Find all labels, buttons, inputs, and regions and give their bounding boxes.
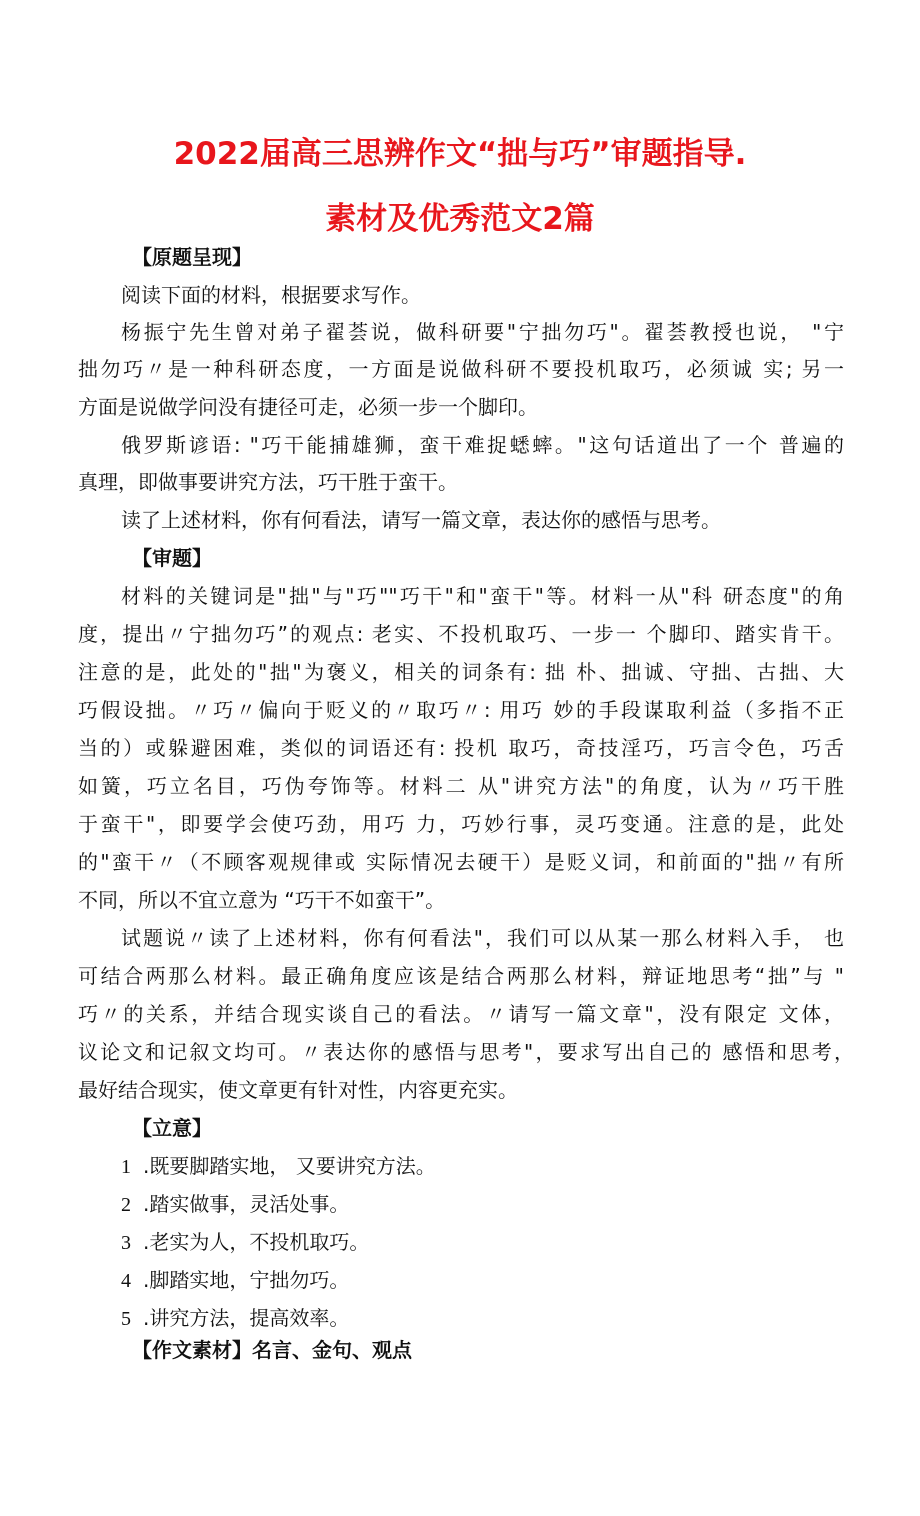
paragraph-line: 当的）或躲避困难，类似的词语还有: 投机 取巧，奇技淫巧，巧言令色，巧舌: [78, 736, 844, 760]
section-heading-materials: 【作文素材】名言、金句、观点: [132, 1338, 412, 1362]
section-heading-original: 【原题呈现】: [132, 245, 252, 269]
paragraph-line: 可结合两那么材料。最正确角度应该是结合两那么材料，辩证地思考“拙”与 ": [78, 964, 844, 988]
section-heading-analysis: 【审题】: [132, 546, 212, 570]
list-item: [121, 1188, 349, 1217]
paragraph-line: 阅读下面的材料，根据要求写作。: [121, 283, 421, 307]
paragraph-line: 试题说〃读了上述材料，你有何看法"，我们可以从某一那么材料入手， 也: [121, 926, 844, 950]
document-title-line-2: 素材及优秀范文2篇: [325, 201, 595, 237]
list-item-number: 3: [121, 1232, 131, 1254]
list-item: [121, 1264, 349, 1293]
paragraph-line: 不同，所以不宜立意为 “巧干不如蛮干”。: [78, 888, 446, 912]
list-item-text: .老实为人，不投机取巧。: [143, 1230, 370, 1254]
paragraph-line: 的"蛮干〃（不顾客观规律或 实际情况去硬干）是贬义词，和前面的"拙〃有所: [78, 850, 844, 874]
paragraph-line: 俄罗斯谚语: "巧干能捕雄狮，蛮干难捉蟋蟀。"这句话道出了一个 普遍的: [121, 433, 844, 457]
paragraph-line: 杨振宁先生曾对弟子翟荟说，做科研要"宁拙勿巧"。翟荟教授也说， "宁: [121, 320, 844, 344]
paragraph-line: 巧假设拙。〃巧〃偏向于贬义的〃取巧〃: 用巧 妙的手段谋取利益（多指不正: [78, 698, 844, 722]
list-item: [121, 1226, 369, 1255]
paragraph-line: 读了上述材料，你有何看法，请写一篇文章，表达你的感悟与思考。: [121, 508, 721, 532]
section-heading-theme: 【立意】: [132, 1116, 212, 1140]
paragraph-line: 材料的关键词是"拙"与"巧""巧干"和"蛮干"等。材料一从"科 研态度"的角: [121, 584, 844, 608]
list-item-text: .既要脚踏实地， 又要讲究方法。: [143, 1154, 436, 1178]
paragraph-line: 真理，即做事要讲究方法，巧干胜于蛮干。: [78, 470, 458, 494]
list-item-text: .脚踏实地，宁拙勿巧。: [143, 1268, 350, 1292]
list-item: [121, 1150, 436, 1179]
paragraph-line: 如簧，巧立名目，巧伪夸饰等。材料二 从"讲究方法"的角度，认为〃巧干胜: [78, 774, 844, 798]
list-item-number: 4: [121, 1270, 131, 1292]
paragraph-line: 于蛮干"，即要学会使巧劲，用巧 力，巧妙行事，灵巧变通。注意的是，此处: [78, 812, 844, 836]
paragraph-line: 注意的是，此处的"拙"为褒义，相关的词条有: 拙 朴、拙诚、守拙、古拙、大: [78, 660, 844, 684]
paragraph-line: 议论文和记叙文均可。〃表达你的感悟与思考"，要求写出自己的 感悟和思考，: [78, 1040, 854, 1064]
paragraph-line: 度，提出〃宁拙勿巧”的观点: 老实、不投机取巧、一步一 个脚印、踏实肯干。: [78, 622, 844, 646]
list-item-text: .踏实做事，灵活处事。: [143, 1192, 350, 1216]
paragraph-line: 最好结合现实，使文章更有针对性，内容更充实。: [78, 1078, 518, 1102]
list-item-text: .讲究方法，提高效率。: [143, 1306, 350, 1330]
list-item-number: 1: [121, 1156, 131, 1178]
paragraph-line: 巧〃的关系，并结合现实谈自己的看法。〃请写一篇文章"，没有限定 文体，: [78, 1002, 844, 1026]
list-item-number: 2: [121, 1194, 131, 1216]
document-title-line-1: 2022届高三思辨作文“拙与巧”审题指导.: [173, 136, 747, 172]
list-item: [121, 1302, 349, 1331]
paragraph-line: 方面是说做学问没有捷径可走，必须一步一个脚印。: [78, 395, 538, 419]
list-item-number: 5: [121, 1308, 131, 1330]
paragraph-line: 拙勿巧〃是一种科研态度，一方面是说做科研不要投机取巧，必须诚 实; 另一: [78, 357, 844, 381]
